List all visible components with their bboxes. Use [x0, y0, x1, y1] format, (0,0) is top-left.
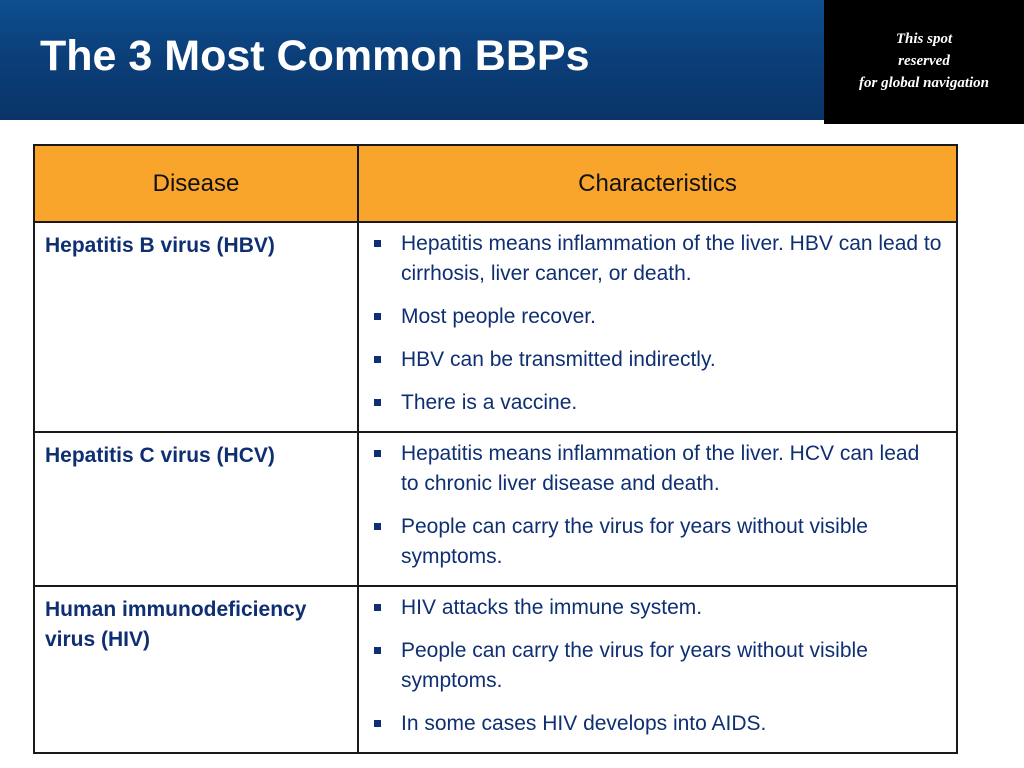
characteristic-text: People can carry the virus for years without visible symptoms.	[401, 515, 868, 568]
square-bullet-icon	[374, 720, 381, 727]
disease-name: Hepatitis C virus (HCV)	[34, 432, 358, 586]
characteristic-text: HIV attacks the immune system.	[401, 596, 703, 619]
list-item	[373, 388, 942, 418]
list-item	[373, 229, 942, 289]
disease-name: Hepatitis B virus (HBV)	[34, 222, 358, 432]
square-bullet-icon	[374, 356, 381, 363]
table-row	[34, 432, 957, 586]
nav-placeholder-line: reserved	[898, 53, 950, 69]
list-item	[373, 636, 942, 696]
characteristics-cell	[358, 222, 957, 432]
list-item	[373, 593, 942, 623]
characteristic-text: There is a vaccine.	[401, 391, 578, 414]
list-item	[373, 302, 942, 332]
square-bullet-icon	[374, 647, 381, 654]
table-header-row	[34, 145, 957, 222]
list-item	[373, 439, 942, 499]
characteristics-list	[373, 229, 942, 418]
square-bullet-icon	[374, 604, 381, 611]
list-item	[373, 512, 942, 572]
characteristics-cell	[358, 432, 957, 586]
characteristics-cell	[358, 586, 957, 753]
nav-placeholder-line: for global navigation	[858, 75, 989, 91]
characteristic-text: People can carry the virus for years without visible symptoms.	[401, 639, 868, 692]
square-bullet-icon	[374, 240, 381, 247]
table-row	[34, 222, 957, 432]
square-bullet-icon	[374, 313, 381, 320]
nav-placeholder-line: This spot	[895, 31, 953, 47]
characteristic-text: In some cases HIV develops into AIDS.	[401, 712, 767, 735]
title-bar	[0, 0, 824, 120]
square-bullet-icon	[374, 399, 381, 406]
square-bullet-icon	[374, 450, 381, 457]
characteristics-list	[373, 593, 942, 739]
column-header-disease: Disease	[34, 145, 358, 222]
list-item	[373, 345, 942, 375]
characteristics-list	[373, 439, 942, 572]
column-header-characteristics: Characteristics	[358, 145, 957, 222]
characteristic-text: Most people recover.	[401, 305, 596, 328]
list-item	[373, 709, 942, 739]
bbp-table	[33, 144, 958, 754]
global-navigation-placeholder	[824, 0, 1024, 124]
characteristic-text: HBV can be transmitted indirectly.	[401, 348, 716, 371]
table-row	[34, 586, 957, 753]
square-bullet-icon	[374, 523, 381, 530]
page-title: The 3 Most Common BBPs	[40, 32, 590, 80]
characteristic-text: Hepatitis means inflammation of the liver. HBV can lead to cirrhosis, liver cancer, or death.	[401, 232, 942, 285]
characteristic-text: Hepatitis means inflammation of the liver. HCV can lead to chronic liver disease and death.	[401, 442, 920, 495]
disease-name: Human immunodeficiency virus (HIV)	[34, 586, 358, 753]
